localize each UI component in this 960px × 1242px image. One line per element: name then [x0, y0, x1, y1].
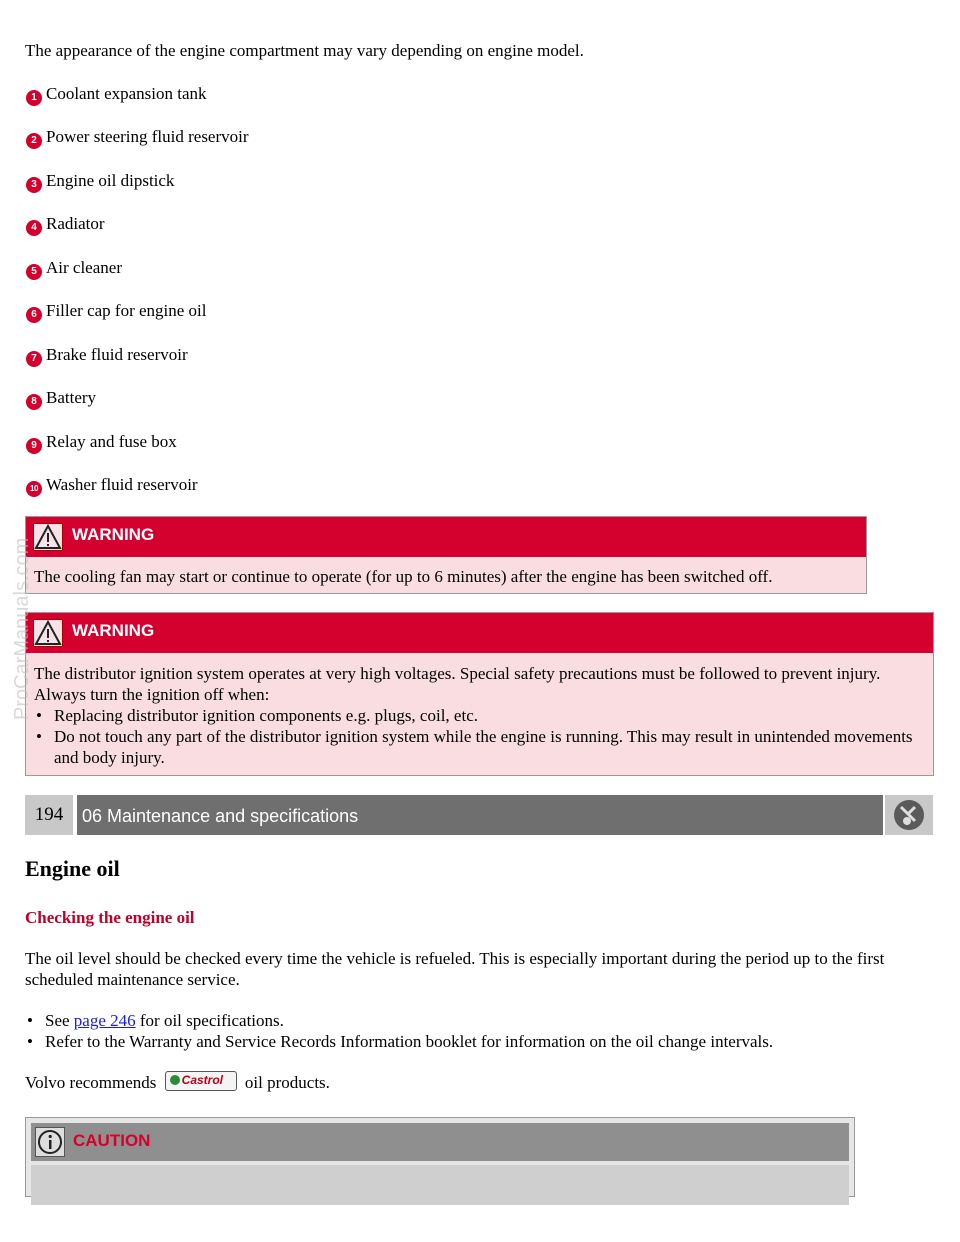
warning-triangle-icon — [33, 619, 63, 647]
wrench-icon — [885, 795, 933, 835]
callout-number-badge: 10 — [26, 481, 42, 497]
recommendation-text: oil products. — [244, 1073, 330, 1092]
warning-bullet: • Do not touch any part of the distributor ignition system while the engine is running. This may result in unintended movements and body injury. — [34, 726, 925, 768]
callout-number-badge: 3 — [26, 177, 42, 193]
callout-number-badge: 7 — [26, 351, 42, 367]
caution-title: CAUTION — [73, 1131, 151, 1150]
subheading: Checking the engine oil — [25, 908, 195, 927]
warning-header — [26, 613, 933, 653]
callout-number-badge: 9 — [26, 438, 42, 454]
recommendation-line — [25, 1071, 330, 1093]
warning-triangle-icon — [33, 523, 63, 551]
callout-number-badge: 1 — [26, 90, 42, 106]
caution-header — [31, 1123, 849, 1161]
component-label: Engine oil dipstick — [46, 171, 175, 190]
warning-text: The cooling fan may start or continue to operate (for up to 6 minutes) after the engine has been switched off. — [34, 567, 773, 586]
caution-box — [25, 1117, 855, 1197]
bullet-text: See — [45, 1011, 70, 1030]
callout-number-badge: 5 — [26, 264, 42, 280]
warning-body — [34, 663, 925, 768]
list-item: • Refer to the Warranty and Service Records Information booklet for information on the oil change intervals. — [25, 1031, 935, 1052]
component-label: Air cleaner — [46, 258, 122, 277]
callout-number-badge: 2 — [26, 133, 42, 149]
section-title: 06 Maintenance and specifications — [77, 795, 883, 835]
callout-number-badge: 4 — [26, 220, 42, 236]
svg-text:ProCarManuals.com: ProCarManuals.com — [11, 537, 33, 720]
intro-text: The appearance of the engine compartment may vary depending on engine model. — [25, 41, 584, 60]
warning-box-ignition — [25, 612, 934, 776]
page-link[interactable]: page 246 — [73, 1011, 136, 1030]
recommendation-text: Volvo recommends — [25, 1073, 157, 1092]
component-label: Coolant expansion tank — [46, 84, 207, 103]
info-icon — [35, 1127, 65, 1157]
warning-title: WARNING — [72, 525, 155, 544]
component-label: Relay and fuse box — [46, 432, 177, 451]
warning-bullet: • Replacing distributor ignition components e.g. plugs, coil, etc. — [34, 705, 925, 726]
oil-info-list — [25, 1010, 935, 1052]
component-label: Power steering fluid reservoir — [46, 127, 249, 146]
component-label: Radiator — [46, 214, 105, 233]
component-label: Brake fluid reservoir — [46, 345, 188, 364]
warning-text: The distributor ignition system operates at very high voltages. Special safety precautions must be followed to prevent injury. Always turn the ignition off when: — [34, 664, 881, 704]
bullet-text: for oil specifications. — [139, 1011, 284, 1030]
component-label: Washer fluid reservoir — [46, 475, 198, 494]
warning-title: WARNING — [72, 621, 155, 640]
page-footer-bar — [25, 795, 933, 835]
component-label: Filler cap for engine oil — [46, 301, 207, 320]
page-number: 194 — [25, 795, 73, 835]
section-heading: Engine oil — [25, 856, 120, 881]
warning-box-cooling-fan — [25, 516, 867, 594]
callout-number-badge: 8 — [26, 394, 42, 410]
component-label: Battery — [46, 388, 97, 407]
list-item — [25, 1010, 935, 1031]
warning-header — [26, 517, 866, 557]
caution-content-area — [31, 1165, 849, 1205]
callout-number-badge: 6 — [26, 307, 42, 323]
paragraph: The oil level should be checked every time the vehicle is refueled. This is especially important during the period up to the first scheduled maintenance service. — [25, 949, 885, 989]
castrol-logo: Castrol — [165, 1071, 237, 1091]
watermark — [6, 505, 36, 725]
